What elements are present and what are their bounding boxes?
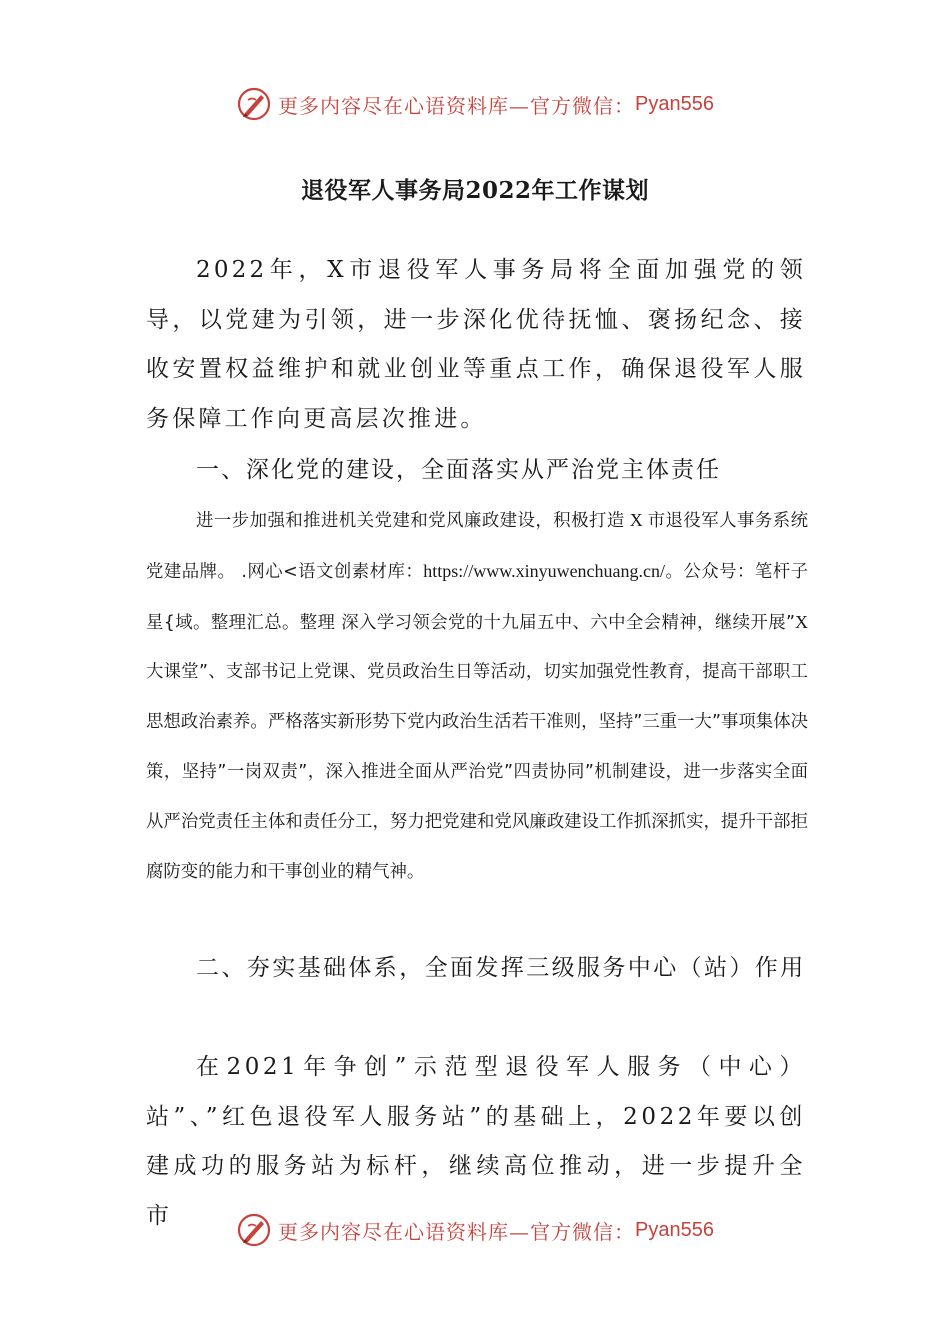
section-1-body-latin: X [795, 611, 808, 632]
section-1-body-text: 进一步加强和推进机关党建和党风廉政建设，积极打造 [196, 511, 625, 531]
watermark-bottom [0, 1210, 950, 1250]
watermark-text: 更多内容尽在心语资料库—官方微信： [278, 93, 636, 118]
section-1-body [146, 496, 808, 897]
section-1-body-text: 大课堂”、支部书记上党课、党员政治生日等活动，切实加强党性教育，提高干部职工思想政治素养。严格落实新形势下党内政治生活若干准则，坚持”三重一大”事项集体决策，坚持”一岗双责”，深入推进全面从严治党”四责协同”机制建设，进一步落实全面从严治党责任主体和责任分工，努力把党建和党风廉政建设工作抓深抓实，提升干部拒腐防变的能力和干事创业的精气神。 [146, 662, 808, 882]
pen-logo-icon [236, 1212, 272, 1248]
section-1-body-url: https://www.xinyuwenchuang.cn/ [423, 560, 666, 581]
section-1-body-latin: X [624, 510, 648, 530]
watermark-wechat-id: Pyan556 [635, 92, 714, 115]
document-title: 退役军人事务局2022年工作谋划 [300, 177, 649, 204]
watermark-wechat-id: Pyan556 [635, 1218, 714, 1241]
watermark-text: 更多内容尽在心语资料库—官方微信： [278, 1219, 636, 1244]
intro-paragraph: 2022年，X市退役军人事务局将全面加强党的领导，以党建为引领，进一步深化优待抚恤、褒扬纪念、接收安置权益维护和就业创业等重点工作，确保退役军人服务保障工作向更高层次推进。 [146, 257, 806, 432]
section-2-body: 在2021年争创”示范型退役军人服务（中心）站”、”红色退役军人服务站”的基础上，2022年要以创建成功的服务站为标杆，继续高位推动，进一步提升全市 [146, 1054, 806, 1229]
section-1-body-text: 。公众号：笔杆子星{域。整理汇总。整理 深入学习领会党的十九届五中、六中全会精神，继续开展” [146, 561, 808, 633]
section-2-heading: 二、夯实基础体系，全面发挥三级服务中心（站）作用 [196, 955, 806, 981]
pen-logo-icon [236, 86, 272, 122]
watermark-top [0, 84, 950, 124]
section-1-heading: 一、深化党的建设，全面落实从严治党主体责任 [196, 457, 721, 483]
section-1-body-text: 市退役军人事务系统党建品牌。 .网心<语文创素材库： [146, 511, 808, 582]
